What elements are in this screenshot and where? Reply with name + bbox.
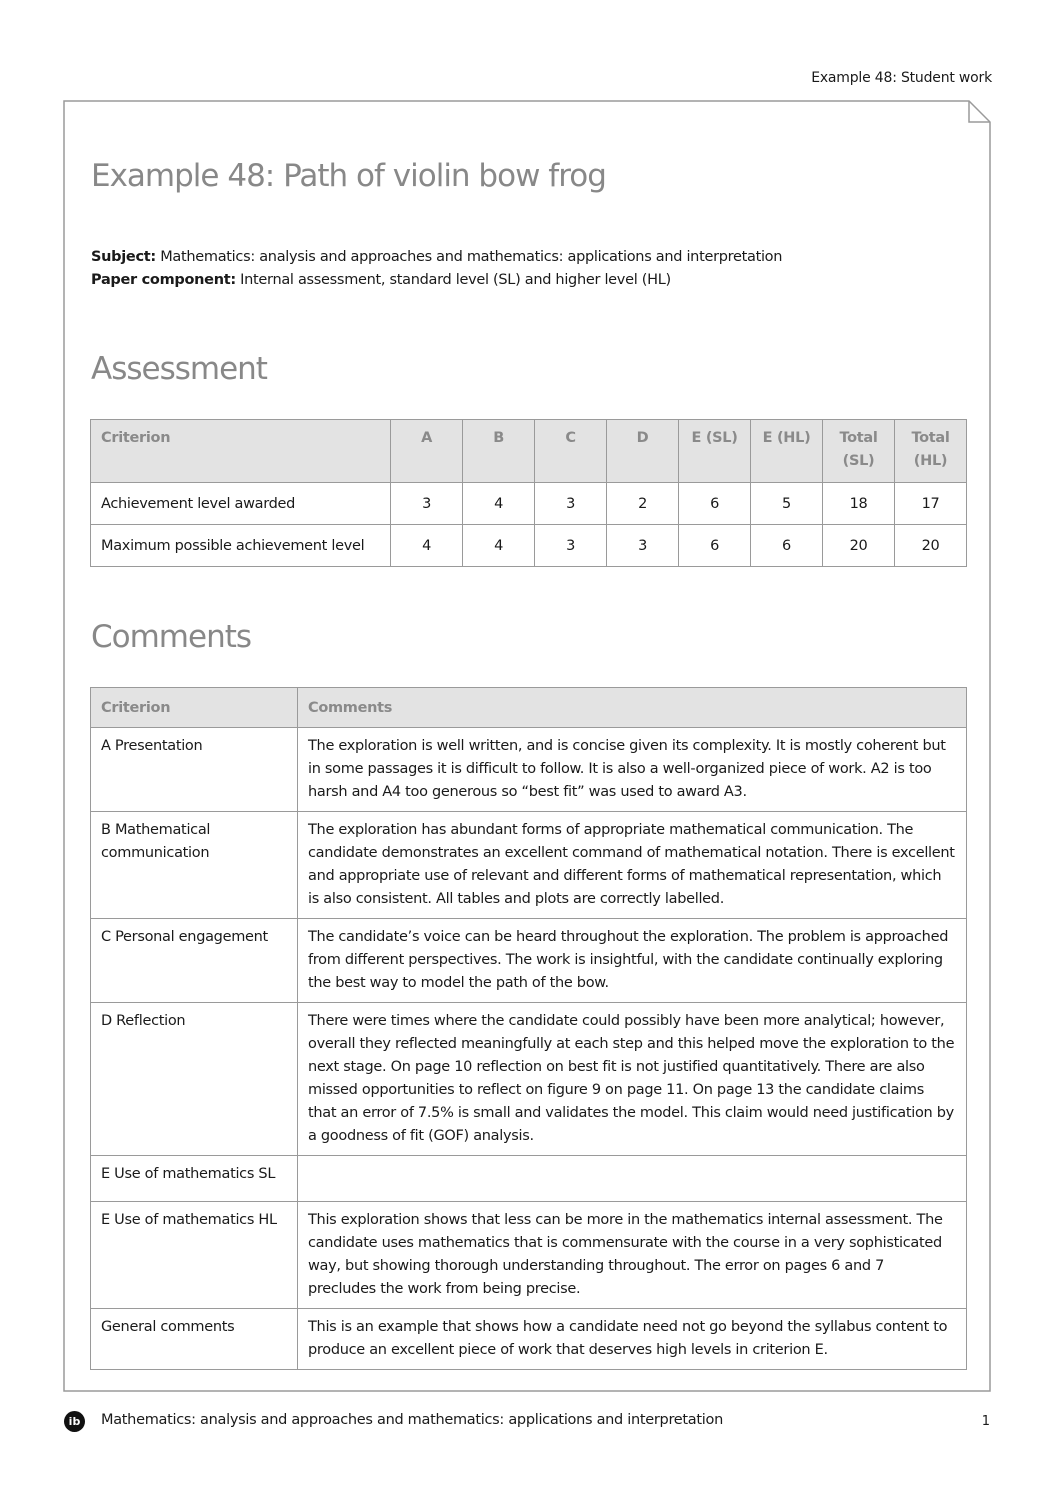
cell-total-hl: 20 xyxy=(895,525,967,567)
table-row xyxy=(91,525,967,567)
comment-cell: The exploration is well written, and is concise given its complexity. It is mostly coherent but in some passages it is difficult to follow. It is also a well-organized piece of work. A2 is too harsh and A4 too generous so “best fit” was used to award A3. xyxy=(298,728,967,812)
comment-cell: The candidate’s voice can be heard throughout the exploration. The problem is approached from different perspectives. The work is insightful, with the candidate continually exploring the best way to model the path of the bow. xyxy=(298,919,967,1003)
table-row xyxy=(91,812,967,919)
ib-logo: ib xyxy=(64,1411,85,1432)
header-e-hl: E (HL) xyxy=(751,420,823,483)
page-number: 1 xyxy=(981,1414,990,1429)
cell-e-sl: 6 xyxy=(679,525,751,567)
page-title: Example 48: Path of violin bow frog xyxy=(91,158,606,194)
comment-cell xyxy=(298,1156,967,1202)
table-row xyxy=(91,1202,967,1309)
paper-component-line xyxy=(91,269,782,292)
header-total-sl-line1: Total xyxy=(839,430,878,446)
paper-component-value: Internal assessment, standard level (SL) and higher level (HL) xyxy=(240,272,671,288)
criterion-cell: E Use of mathematics HL xyxy=(91,1202,298,1309)
comment-cell: This exploration shows that less can be more in the mathematics internal assessment. The candidate uses mathematics that is commensurate with the course in a very sophisticated way, but showing thorough understanding throughout. The error on pages 6 and 7 precludes the work from being precise. xyxy=(298,1202,967,1309)
header-criterion: Criterion xyxy=(91,688,298,728)
cell-c: 3 xyxy=(535,525,607,567)
header-d: D xyxy=(607,420,679,483)
comment-cell: There were times where the candidate could possibly have been more analytical; however, overall they reflected meaningfully at each step and this helped move the exploration to the next stage. On page 10 reflection on best fit is not justified quantitatively. There are also missed opportunities to reflect on figure 9 on page 11. On page 13 the candidate claims that an error of 7.5% is small and validates the model. This claim would need justification by a goodness of fit (GOF) analysis. xyxy=(298,1003,967,1156)
subject-line xyxy=(91,246,782,269)
comments-header-row xyxy=(91,688,967,728)
table-row xyxy=(91,728,967,812)
criterion-cell: C Personal engagement xyxy=(91,919,298,1003)
cell-b: 4 xyxy=(463,525,535,567)
comments-heading: Comments xyxy=(91,619,252,655)
table-row xyxy=(91,483,967,525)
header-c: C xyxy=(535,420,607,483)
table-row xyxy=(91,1156,967,1202)
assessment-header-row xyxy=(91,420,967,483)
criterion-cell: D Reflection xyxy=(91,1003,298,1156)
cell-b: 4 xyxy=(463,483,535,525)
header-total-hl xyxy=(895,420,967,483)
cell-e-hl: 5 xyxy=(751,483,823,525)
header-criterion: Criterion xyxy=(91,420,391,483)
assessment-table xyxy=(90,419,967,567)
row-label: Achievement level awarded xyxy=(91,483,391,525)
comment-cell: The exploration has abundant forms of appropriate mathematical communication. The candidate demonstrates an excellent command of mathematical notation. There is excellent and appropriate use of relevant and different forms of mathematical representation, which is also consistent. All tables and plots are correctly labelled. xyxy=(298,812,967,919)
paper-component-label: Paper component: xyxy=(91,272,236,288)
assessment-heading: Assessment xyxy=(91,351,267,387)
header-total-hl-line1: Total xyxy=(911,430,950,446)
criterion-cell: B Mathematical communication xyxy=(91,812,298,919)
subject-label: Subject: xyxy=(91,249,156,265)
header-total-sl xyxy=(823,420,895,483)
cell-total-sl: 20 xyxy=(823,525,895,567)
cell-c: 3 xyxy=(535,483,607,525)
cell-d: 2 xyxy=(607,483,679,525)
table-row xyxy=(91,1309,967,1370)
criterion-cell: General comments xyxy=(91,1309,298,1370)
header-total-hl-line2: (HL) xyxy=(913,453,948,469)
header-b: B xyxy=(463,420,535,483)
subject-value: Mathematics: analysis and approaches and mathematics: applications and interpretation xyxy=(160,249,783,265)
cell-total-hl: 17 xyxy=(895,483,967,525)
table-row xyxy=(91,919,967,1003)
criterion-cell: E Use of mathematics SL xyxy=(91,1156,298,1202)
cell-e-hl: 6 xyxy=(751,525,823,567)
cell-d: 3 xyxy=(607,525,679,567)
running-head: Example 48: Student work xyxy=(811,70,992,86)
cell-a: 4 xyxy=(391,525,463,567)
meta-block xyxy=(91,246,782,292)
header-comments: Comments xyxy=(298,688,967,728)
header-e-sl: E (SL) xyxy=(679,420,751,483)
table-row xyxy=(91,1003,967,1156)
comment-cell: This is an example that shows how a candidate need not go beyond the syllabus content to produce an excellent piece of work that deserves high levels in criterion E. xyxy=(298,1309,967,1370)
footer-text: Mathematics: analysis and approaches and mathematics: applications and interpretation xyxy=(101,1412,723,1428)
header-total-sl-line2: (SL) xyxy=(842,453,875,469)
row-label: Maximum possible achievement level xyxy=(91,525,391,567)
cell-total-sl: 18 xyxy=(823,483,895,525)
cell-e-sl: 6 xyxy=(679,483,751,525)
comments-table xyxy=(90,687,967,1370)
header-a: A xyxy=(391,420,463,483)
page-frame xyxy=(63,100,991,1392)
cell-a: 3 xyxy=(391,483,463,525)
criterion-cell: A Presentation xyxy=(91,728,298,812)
